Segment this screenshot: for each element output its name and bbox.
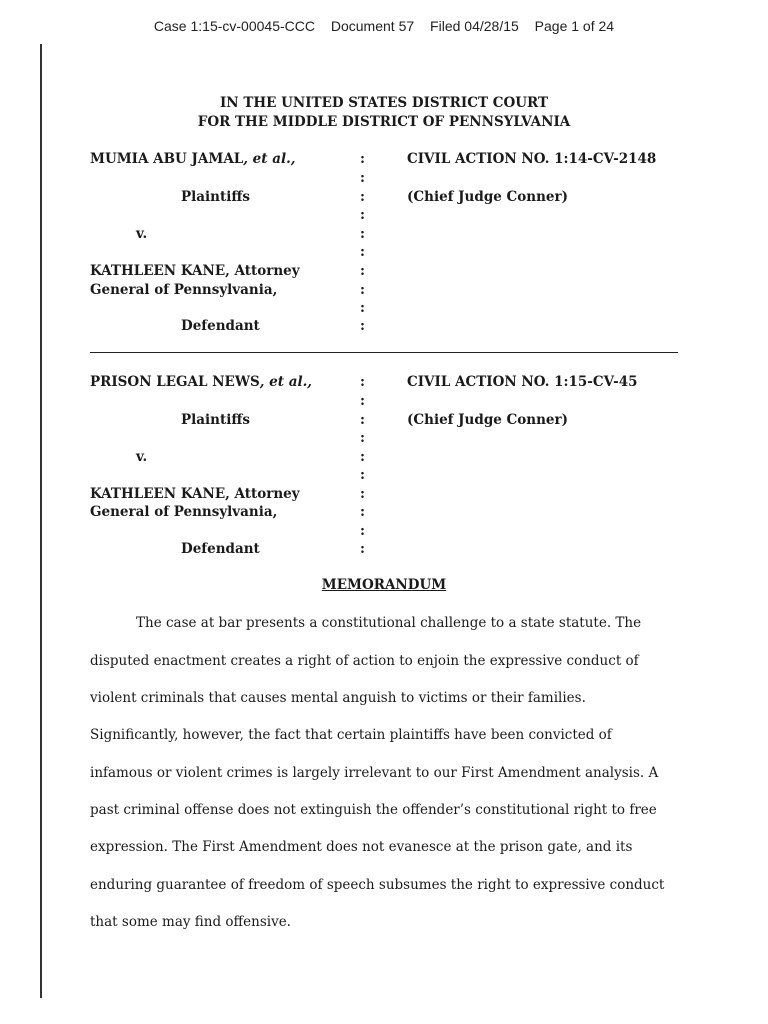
defendant-name: KATHLEEN KANE: [90, 263, 226, 279]
colon: :: [360, 467, 365, 483]
versus-label: v.: [136, 449, 148, 465]
caption-divider: [90, 352, 678, 353]
left-margin-line: [40, 44, 42, 998]
judge-label: (Chief Judge Conner): [407, 189, 569, 205]
plaintiff-etal: , et al.,: [259, 374, 312, 390]
court-name-line2: FOR THE MIDDLE DISTRICT OF PENNSYLVANIA: [197, 114, 571, 130]
body-line: disputed enactment creates a right of action to enjoin the expressive conduct of: [90, 653, 639, 669]
colon: :: [360, 449, 365, 465]
defendant-title: , Attorney: [225, 486, 300, 502]
colon: :: [360, 374, 365, 390]
plaintiff-line: [90, 151, 295, 167]
defendant-label: Defendant: [181, 541, 260, 557]
civil-action-number: CIVIL ACTION NO. 1:14-CV-2148: [407, 151, 657, 167]
colon: :: [360, 300, 365, 316]
colon: :: [360, 541, 365, 557]
defendant-label: Defendant: [181, 318, 260, 334]
filed-date: Filed 04/28/15: [430, 18, 519, 34]
colon: :: [360, 430, 365, 446]
colon: :: [360, 393, 365, 409]
colon: :: [360, 318, 365, 334]
civil-action-number: CIVIL ACTION NO. 1:15-CV-45: [407, 374, 638, 390]
colon: :: [360, 523, 365, 539]
plaintiff-name: MUMIA ABU JAMAL: [90, 151, 244, 167]
colon: :: [360, 486, 365, 502]
defendant-title-line2: General of Pennsylvania,: [90, 504, 278, 520]
colon: :: [360, 263, 365, 279]
colon: :: [360, 151, 365, 167]
body-line: past criminal offense does not extinguish the offender’s constitutional right to free: [90, 802, 657, 818]
body-line: infamous or violent crimes is largely irrelevant to our First Amendment analysis. A: [90, 765, 659, 781]
defendant-line: [90, 486, 300, 502]
memorandum-title: MEMORANDUM: [321, 577, 447, 593]
colon: :: [360, 207, 365, 223]
page-indicator: Page 1 of 24: [534, 18, 615, 34]
defendant-name: KATHLEEN KANE: [90, 486, 226, 502]
colon: :: [360, 504, 365, 520]
page-header: [0, 18, 768, 34]
defendant-title-line2: General of Pennsylvania,: [90, 282, 278, 298]
versus-label: v.: [136, 226, 148, 242]
colon: :: [360, 282, 365, 298]
body-line: Significantly, however, the fact that certain plaintiffs have been convicted of: [90, 727, 612, 743]
body-line: violent criminals that causes mental anguish to victims or their families.: [90, 690, 586, 706]
body-line: that some may find offensive.: [90, 914, 291, 930]
colon: :: [360, 189, 365, 205]
colon: :: [360, 170, 365, 186]
plaintiff-name: PRISON LEGAL NEWS: [90, 374, 260, 390]
court-name-line1: IN THE UNITED STATES DISTRICT COURT: [219, 95, 549, 111]
colon: :: [360, 226, 365, 242]
body-line: enduring guarantee of freedom of speech subsumes the right to expressive conduct: [90, 877, 665, 893]
plaintiffs-label: Plaintiffs: [181, 189, 251, 205]
defendant-line: [90, 263, 300, 279]
defendant-title: , Attorney: [225, 263, 300, 279]
plaintiffs-label: Plaintiffs: [181, 412, 251, 428]
colon: :: [360, 412, 365, 428]
colon: :: [360, 244, 365, 260]
body-line: The case at bar presents a constitutional challenge to a state statute. The: [136, 615, 642, 631]
body-line: expression. The First Amendment does not evanesce at the prison gate, and its: [90, 839, 633, 855]
judge-label: (Chief Judge Conner): [407, 412, 569, 428]
plaintiff-line: [90, 374, 312, 390]
plaintiff-etal: , et al.,: [243, 151, 296, 167]
case-number: Case 1:15-cv-00045-CCC: [153, 18, 315, 34]
document-number: Document 57: [330, 18, 415, 34]
